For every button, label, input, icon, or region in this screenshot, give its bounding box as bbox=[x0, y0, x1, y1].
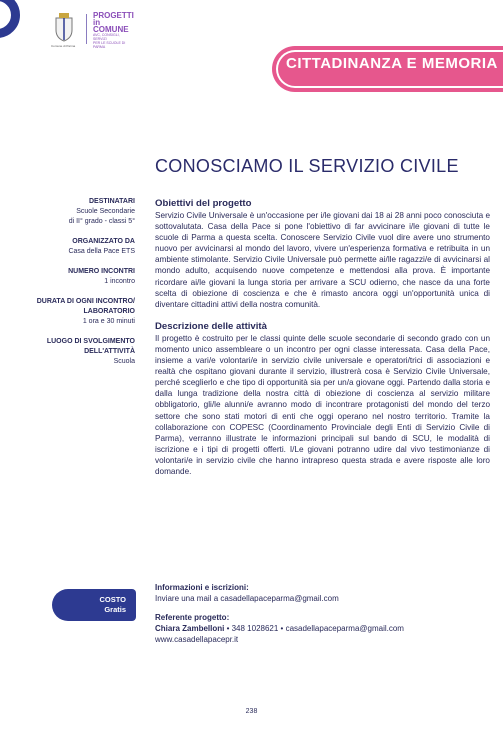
parma-crest-icon bbox=[53, 12, 75, 42]
obiettivi-heading: Obiettivi del progetto bbox=[155, 198, 252, 209]
page-title: CONOSCIAMO IL SERVIZIO CIVILE bbox=[155, 156, 459, 176]
referente-name: Chiara Zambelloni bbox=[155, 624, 225, 633]
category-tab-label: CITTADINANZA E MEMORIA bbox=[286, 55, 498, 72]
detail-value: Casa della Pace ETS bbox=[68, 248, 135, 255]
cost-badge bbox=[52, 589, 136, 621]
logo-line2: in COMUNE bbox=[93, 18, 129, 34]
detail-value: Scuole Secondarie bbox=[76, 208, 135, 215]
main-content bbox=[155, 197, 490, 477]
detail-label: DURATA DI OGNI INCONTRO/ LABORATORIO bbox=[36, 298, 135, 315]
cost-value: Gratis bbox=[104, 605, 126, 614]
detail-destinatari bbox=[15, 197, 135, 227]
detail-label: NUMERO INCONTRI bbox=[68, 268, 135, 275]
iscrizioni-heading: Informazioni e iscrizioni: bbox=[155, 583, 249, 592]
website-link[interactable]: www.casadellapacepr.it bbox=[155, 635, 239, 644]
category-tab bbox=[272, 46, 503, 92]
logo-divider bbox=[86, 14, 87, 44]
page-number: 238 bbox=[245, 708, 258, 715]
progetti-in-comune-logo bbox=[93, 12, 134, 49]
descrizione-text: Il progetto è costruito per le classi quinte delle scuole secondarie di secondo grado con un momento unico assembleare o un incontro per ogni classe interessata. Casa della Pace, insieme a vari/e volontari/e in servizio civile universale e operatori/trici di associazioni e realtà che ospitano giovani durante il servizio, illustrerà cosa è Servizio Civile Universale, perché sceglierlo e che tipo di opportunità sia per un/a giovane oggi. Partendo dalla storia e dalla lunga tradizione della nostra città di obiezione di coscienza al servizio militare obbligatorio, gli/le alunni/e avranno modo di incontrare protagonisti del mondo del terzo settore che sono stati motori di enti che oggi operano nel nostro territorio. Tramite la collaborazione con COPESC (Coordinamento Provinciale degli Enti di Servizio Civile di Parma), verranno illustrate le informazioni principali sul bando di SCU, le modalità di iscrizione e i tipi di progetti offerti. I/Le giovani potranno udire dal vivo testimonianze di volontari/e in servizio civile che hanno intrapreso questa strada e avere risposte alle loro domande. bbox=[155, 333, 490, 476]
detail-luogo bbox=[15, 337, 135, 367]
project-details-sidebar bbox=[15, 197, 135, 377]
detail-value: 1 incontro bbox=[104, 278, 135, 285]
iscrizioni-text: Inviare una mail a casadellapaceparma@gmail.com bbox=[155, 594, 339, 603]
detail-label: ORGANIZZATO DA bbox=[72, 238, 135, 245]
detail-label: LUOGO DI SVOLGIMENTO DELL'ATTIVITÀ bbox=[46, 338, 135, 355]
logo-line1: PROGETTI bbox=[93, 11, 134, 20]
obiettivi-text: Servizio Civile Universale è un'occasione per i/le giovani dai 18 ai 28 anni poco conosciuta e sottovalutata. Casa della Pace si pone l'obiettivo di far avvicinare i/le giovani di tutte le scuole di Parma a questa scelta. Conoscere Servizio Civile vuol dire avere uno strumento nuovo per avvicinarsi al mondo del lavoro, vivere un'esperienza formativa e retribuita in un ambiente stimolante. Servizio Civile Universale può permette ai/lle ragazzi/e di avvicinarsi al mondo adulto, acquisendo nuove competenze e mettendosi alla prova. È importante ricordare ai/le giovani la lunga storia per arrivare a SCU odierno, che nasce da una forte scelta di obiezione di coscienza e che è rimasto ancora oggi un'opportunità unica di diventare cittadini attivi della nostra comunità. bbox=[155, 211, 490, 309]
corner-ring-decoration bbox=[0, 0, 20, 38]
cost-label: COSTO bbox=[99, 595, 126, 604]
detail-numero-incontri bbox=[15, 267, 135, 287]
referente-line bbox=[155, 623, 490, 634]
logo-tag1: AVC, CONSIGLI, SERVIZI bbox=[93, 33, 120, 41]
detail-durata bbox=[15, 297, 135, 327]
descrizione-heading: Descrizione delle attività bbox=[155, 320, 267, 332]
logo-tag2: PER LE SCUOLE DI PARMA bbox=[93, 41, 126, 49]
crest-label: Comune di Parma bbox=[51, 44, 76, 48]
detail-value: 1 ora e 30 minuti bbox=[82, 318, 135, 325]
contact-info bbox=[155, 582, 490, 645]
detail-value: di II° grado - classi 5° bbox=[68, 218, 135, 225]
detail-value: Scuola bbox=[113, 358, 135, 365]
referente-details: • 348 1028621 • casadellapaceparma@gmail.com bbox=[224, 624, 404, 633]
detail-label: DESTINATARI bbox=[88, 198, 135, 205]
detail-organizzato-da bbox=[15, 237, 135, 257]
referente-heading: Referente progetto: bbox=[155, 613, 230, 622]
